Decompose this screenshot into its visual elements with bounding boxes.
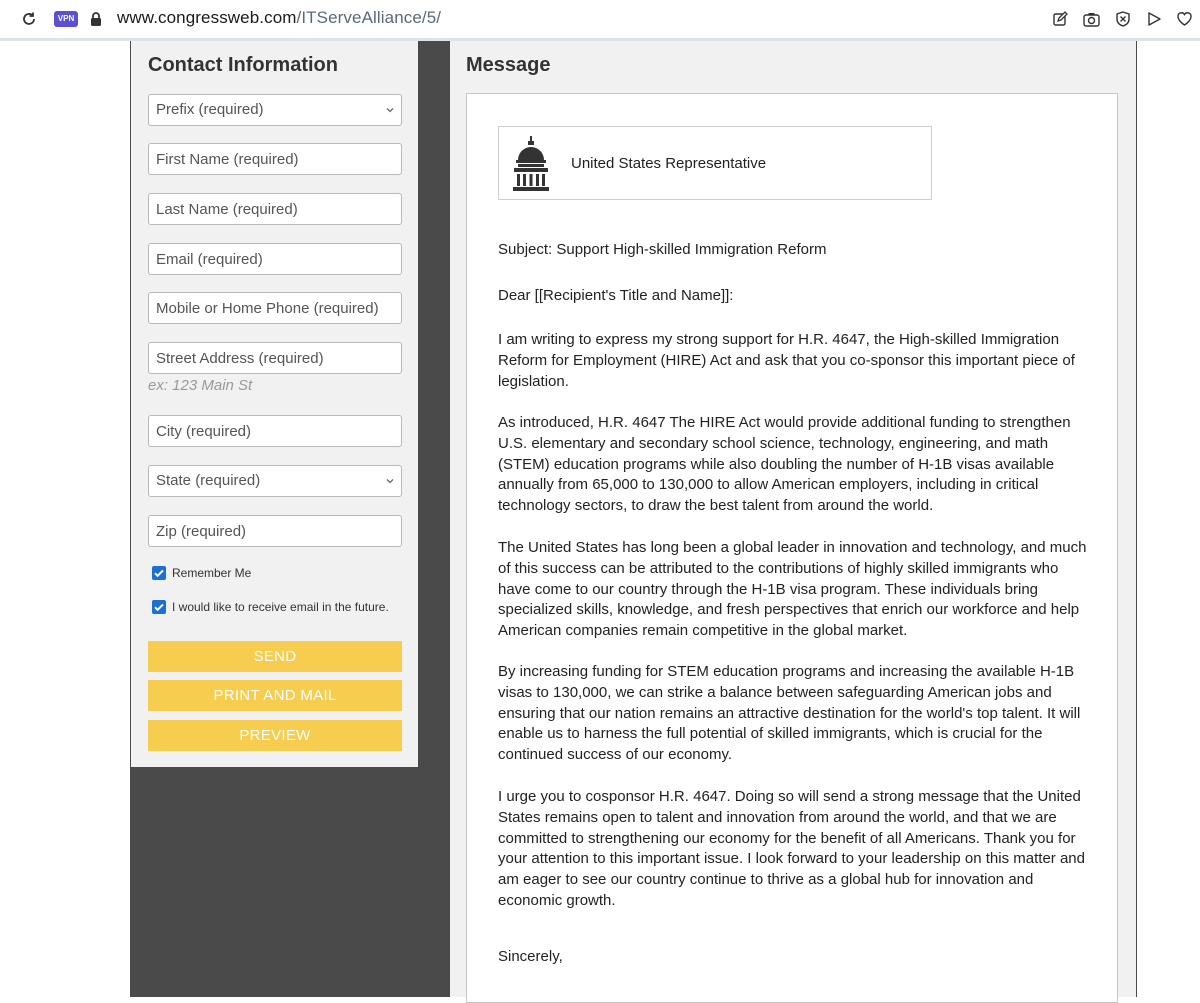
address-bar[interactable] — [117, 8, 441, 28]
street-address-hint: ex: 123 Main St — [148, 377, 253, 394]
salutation: Dear [[Recipient's Title and Name]]: — [498, 287, 734, 304]
vpn-badge[interactable]: VPN — [54, 11, 78, 27]
preview-button[interactable]: PREVIEW — [148, 720, 402, 751]
letter-body — [466, 93, 1118, 1003]
city-input[interactable] — [148, 415, 402, 447]
remember-me-label: Remember Me — [172, 566, 252, 580]
chevron-down-icon — [385, 476, 395, 486]
letter-paragraph-5: I urge you to cosponsor H.R. 4647. Doing so will send a strong message that the United States remains open to talent and innovation from around the world, and that we are committed to strengthening our economy for the benefit of all Americans. Thank you for your attention to this important issue. I look forward to your leadership on this matter and am eager to see our country continue to thrive as a global hub for innovation and economic growth. — [498, 788, 1085, 909]
lock-icon[interactable] — [86, 9, 106, 29]
prefix-select-value: Prefix (required) — [156, 101, 264, 118]
state-select-value: State (required) — [156, 472, 261, 489]
remember-me-checkbox[interactable] — [152, 566, 166, 580]
email-input[interactable] — [148, 243, 402, 275]
subject-line: Subject: Support High-skilled Immigration Reform — [498, 241, 827, 258]
recipient-title: United States Representative — [571, 155, 767, 172]
letter-closing: Sincerely, — [498, 948, 563, 965]
state-select[interactable] — [148, 465, 402, 497]
print-and-mail-button[interactable]: PRINT AND MAIL — [148, 680, 402, 711]
contact-title: Contact Information — [148, 54, 338, 76]
letter-paragraph-4: By increasing funding for STEM education programs and increasing the available H-1B visas to 130,000, we can strike a balance between safeguarding American jobs and ensuring that our nation remains an attractive destination for the world's top talent. It will enable us to harness the full potential of skilled immigrants, which is crucial for the continued success of our economy. — [498, 663, 1081, 764]
camera-icon[interactable] — [1081, 9, 1101, 29]
message-title: Message — [466, 54, 551, 76]
letter-paragraph-3: The United States has long been a global leader in innovation and technology, and much of this success can be attributed to the contributions of highly skilled immigrants who have come to our country through the H-1B visa program. These individuals bring specialized skills, knowledge, and fresh perspectives that enrich our workforce and help American companies remain competitive in the global market. — [498, 539, 1087, 640]
edit-icon[interactable] — [1050, 9, 1070, 29]
receive-email-checkbox[interactable] — [152, 600, 166, 614]
browser-toolbar — [0, 0, 1200, 41]
contact-panel — [131, 41, 418, 767]
checkmark-icon — [152, 600, 166, 614]
send-icon[interactable] — [1144, 9, 1164, 29]
last-name-input[interactable] — [148, 193, 402, 225]
send-button[interactable]: SEND — [148, 641, 402, 672]
prefix-select[interactable] — [148, 94, 402, 126]
recipient-card — [498, 126, 932, 200]
chevron-down-icon — [385, 105, 395, 115]
url-domain: www.congressweb.com — [117, 8, 297, 27]
zip-input[interactable] — [148, 515, 402, 547]
letter-paragraph-2: As introduced, H.R. 4647 The HIRE Act would provide additional funding to strengthen U.S. elementary and secondary school science, technology, engineering, and math (STEM) education programs while also doubling the number of H-1B visas available annually from 65,000 to 130,000 to allow American employers, including in critical technology sectors, to draw the best talent from around the world. — [498, 414, 1071, 515]
close-circle-icon[interactable] — [1113, 9, 1133, 29]
heart-icon[interactable] — [1174, 9, 1194, 29]
receive-email-label: I would like to receive email in the future. — [172, 600, 389, 614]
first-name-input[interactable] — [148, 143, 402, 175]
street-address-input[interactable] — [148, 342, 402, 374]
reload-icon[interactable] — [19, 9, 39, 29]
phone-input[interactable] — [148, 292, 402, 324]
letter-paragraph-1: I am writing to express my strong support for H.R. 4647, the High-skilled Immigration Reform for Employment (HIRE) Act and ask that you co-sponsor this important piece of legislation. — [498, 331, 1075, 390]
url-path: /ITServeAlliance/5/ — [296, 8, 442, 27]
capitol-icon — [512, 136, 550, 192]
message-panel — [450, 41, 1136, 997]
checkmark-icon — [152, 566, 166, 580]
